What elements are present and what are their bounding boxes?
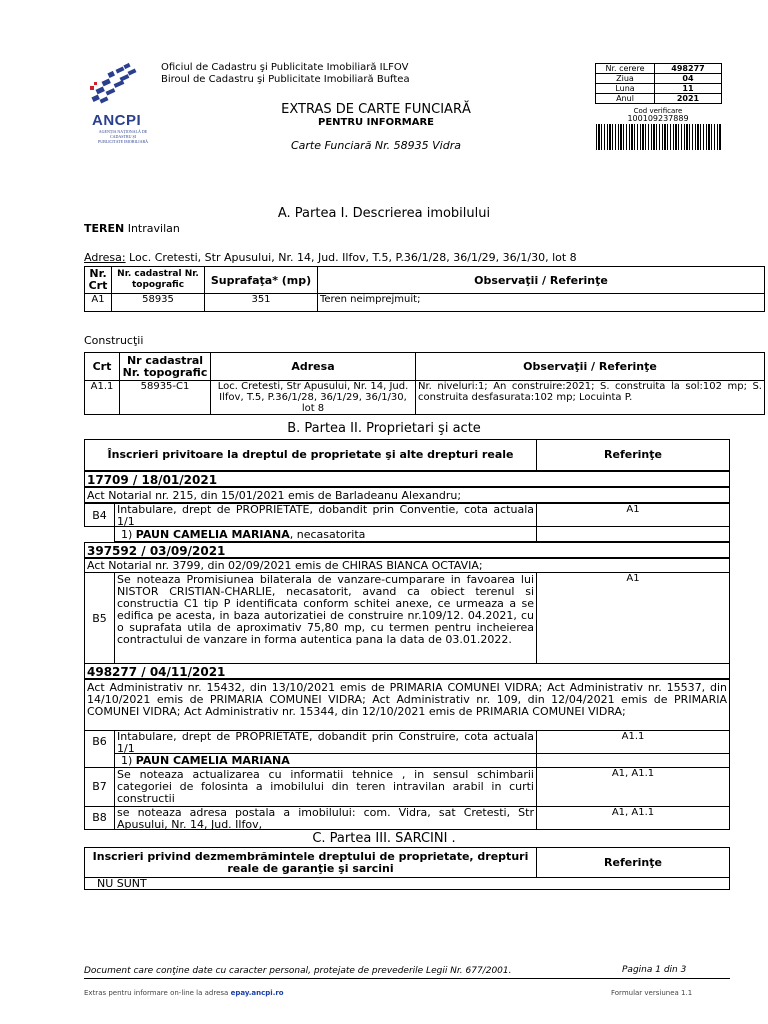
request-row: Anul 2021 xyxy=(596,94,722,104)
land-header-cadastral: Nr. cadastral Nr. topografic xyxy=(112,267,205,294)
footer-divider xyxy=(84,978,730,979)
entry-text: se noteaza adresa postala a imobilului: com. Vidra, sat Cretesti, Str Apusului, Nr. 14, Jud. Ilfov, xyxy=(114,806,537,830)
entry-act: Act Notarial nr. 3799, din 02/09/2021 emis de CHIRAS BIANCA OCTAVIA; xyxy=(84,558,730,573)
owner-number: 1) xyxy=(121,528,133,541)
part3-title: C. Partea III. SARCINI . xyxy=(312,831,456,846)
owner-ref-empty xyxy=(536,526,730,542)
footer-online-prefix: Extras pentru informare on-line la adresa xyxy=(84,989,229,997)
entry-header: 498277 / 04/11/2021 xyxy=(84,663,730,679)
entry-text: Intabulare, drept de PROPRIETATE, dobandit prin Conventie, cota actuala 1/1 xyxy=(114,503,537,527)
owner-ref-empty xyxy=(536,753,730,768)
footer-online-link[interactable]: epay.ancpi.ro xyxy=(230,989,284,997)
owner-row xyxy=(114,753,537,768)
entry-header: 397592 / 03/09/2021 xyxy=(84,542,730,558)
entry-text: Se noteaza actualizarea cu informatii tehnice , in sensul schimbarii categoriei de folosinta a imobilului din teren intravilan arabil in curti constructii xyxy=(114,767,537,807)
part2-header-main: Înscrieri privitoare la dreptul de proprietate şi alte drepturi reale xyxy=(84,439,537,471)
entry-id: B8 xyxy=(84,806,115,830)
ancpi-logo-graphic xyxy=(84,60,154,116)
ancpi-logo-text: ANCPI xyxy=(92,112,142,129)
constr-cell-cadastral: 58935-C1 xyxy=(120,381,211,415)
part2-header-ref: Referinţe xyxy=(536,439,730,471)
address-value: Loc. Cretesti, Str Apusului, Nr. 14, Jud. Ilfov, T.5, P.36/1/28, 36/1/29, 36/1/30, lot 8 xyxy=(129,251,577,264)
land-header-observations: Observaţii / Referinţe xyxy=(318,267,765,294)
teren-value: Intravilan xyxy=(127,222,180,235)
constr-cell-crt: A1.1 xyxy=(85,381,120,415)
land-cell-crt: A1 xyxy=(85,294,112,312)
land-header-surface: Suprafaţa* (mp) xyxy=(205,267,318,294)
barcode xyxy=(596,124,722,150)
part3-value: NU SUNT xyxy=(84,877,730,890)
footer-page: Pagina 1 din 3 xyxy=(622,965,687,975)
land-cell-surface: 351 xyxy=(205,294,318,312)
page-subtitle: PENTRU INFORMARE xyxy=(318,117,434,128)
request-row: Luna 11 xyxy=(596,84,722,94)
owner-row xyxy=(114,526,537,542)
constr-header-crt: Crt xyxy=(85,353,120,381)
land-table xyxy=(84,266,765,312)
entry-text: Se noteaza Promisiunea bilaterala de vanzare-cumparare in favoarea lui NISTOR CRISTIAN-CHARLIE, necasatorit, avand ca obiect terenul si constructia C1 tip P identificata conform schitei anexe, ce urmeaza a se edifica pe acesta, in baza autorizatiei de construire nr.109/12. 04.2021, cu o suprafata utila de aproximativ 75,80 mp, cu termen pentru incheierea contractului de vanzare in forma autentica pana la data de 03.01.2022. xyxy=(114,572,537,664)
footer-form-version: Formular versiunea 1.1 xyxy=(611,989,693,997)
constr-header-cadastral: Nr cadastral Nr. topografic xyxy=(120,353,211,381)
teren-label: TEREN xyxy=(84,222,125,235)
footer-note: Document care conţine date cu caracter personal, protejate de prevederile Legii Nr. 677/2001. xyxy=(84,966,512,976)
land-header-crt: Nr. Crt xyxy=(85,267,112,294)
owner-status: , necasatorita xyxy=(289,528,366,541)
land-cell-cadastral: 58935 xyxy=(112,294,205,312)
entry-ref: A1, A1.1 xyxy=(536,806,730,830)
land-cell-observations: Teren neimprejmuit; xyxy=(318,294,765,312)
ancpi-logo-subtext: AGENȚIA NAȚIONALĂ DE CADASTRU ȘI PUBLICITATE IMOBILIARĂ xyxy=(98,129,149,144)
request-row: Ziua 04 xyxy=(596,74,722,84)
constr-header-observations: Observaţii / Referinţe xyxy=(416,353,765,381)
entry-act: Act Administrativ nr. 15432, din 13/10/2021 emis de PRIMARIA COMUNEI VIDRA; Act Administrativ nr. 15537, din 14/10/2021 emis de PRIMARIA COMUNEI VIDRA; Act Administrativ nr. 109, din 12/04/2021 emis de PRIMARIA COMUNEI VIDRA; Act Administrativ nr. 15344, din 12/10/2021 emis de PRIMARIA COMUNEI VIDRA; xyxy=(84,679,730,731)
owner-number: 1) xyxy=(121,754,133,767)
owner-name: PAUN CAMELIA MARIANA xyxy=(135,528,290,541)
request-info-table xyxy=(595,63,722,104)
part3-header-ref: Referinţe xyxy=(536,847,730,878)
owner-name: PAUN CAMELIA MARIANA xyxy=(135,754,290,767)
address-label: Adresa: xyxy=(84,251,126,264)
entry-id: B5 xyxy=(84,572,115,664)
page-title: EXTRAS DE CARTE FUNCIARĂ xyxy=(281,102,471,117)
entry-text: Intabulare, drept de PROPRIETATE, dobandit prin Construire, cota actuala 1/1 xyxy=(114,730,537,754)
entry-act: Act Notarial nr. 215, din 15/01/2021 emis de Barladeanu Alexandru; xyxy=(84,487,730,503)
address-line xyxy=(84,252,577,264)
part2-title: B. Partea II. Proprietari şi acte xyxy=(287,421,481,436)
office-line-2: Biroul de Cadastru şi Publicitate Imobiliară Buftea xyxy=(161,74,410,85)
request-row: Nr. cerere 498277 xyxy=(596,64,722,74)
footer-online xyxy=(84,989,284,997)
constructions-table xyxy=(84,352,765,415)
constr-cell-observations: Nr. niveluri:1; An construire:2021; S. construita la sol:102 mp; S. construita desfasurata:102 mp; Locuinta P. xyxy=(416,381,765,415)
entry-id: B7 xyxy=(84,767,115,807)
office-line-1: Oficiul de Cadastru şi Publicitate Imobiliară ILFOV xyxy=(161,62,409,73)
part3-header-main: Inscrieri privind dezmembrămintele dreptului de proprietate, drepturi reale de garanţie şi sarcini xyxy=(84,847,537,878)
entry-header: 17709 / 18/01/2021 xyxy=(84,471,730,487)
entry-ref: A1.1 xyxy=(536,730,730,754)
constr-header-address: Adresa xyxy=(211,353,416,381)
entry-ref: A1 xyxy=(536,572,730,664)
entry-id: B6 xyxy=(84,730,115,768)
entry-ref: A1 xyxy=(536,503,730,527)
constr-cell-address: Loc. Cretesti, Str Apusului, Nr. 14, Jud. Ilfov, T.5, P.36/1/28, 36/1/29, 36/1/30, lot 8 xyxy=(211,381,416,415)
verification-label: Cod verificare xyxy=(633,107,683,115)
constructions-label: Construcţii xyxy=(84,334,144,347)
teren-line xyxy=(84,223,180,235)
ancpi-logo xyxy=(84,60,154,144)
entry-ref: A1, A1.1 xyxy=(536,767,730,807)
part1-title: A. Partea I. Descrierea imobilului xyxy=(277,206,491,221)
verification-code: 100109237889 xyxy=(627,114,689,123)
entry-id: B4 xyxy=(84,503,115,527)
carte-funciara-number: Carte Funciară Nr. 58935 Vidra xyxy=(290,139,461,152)
